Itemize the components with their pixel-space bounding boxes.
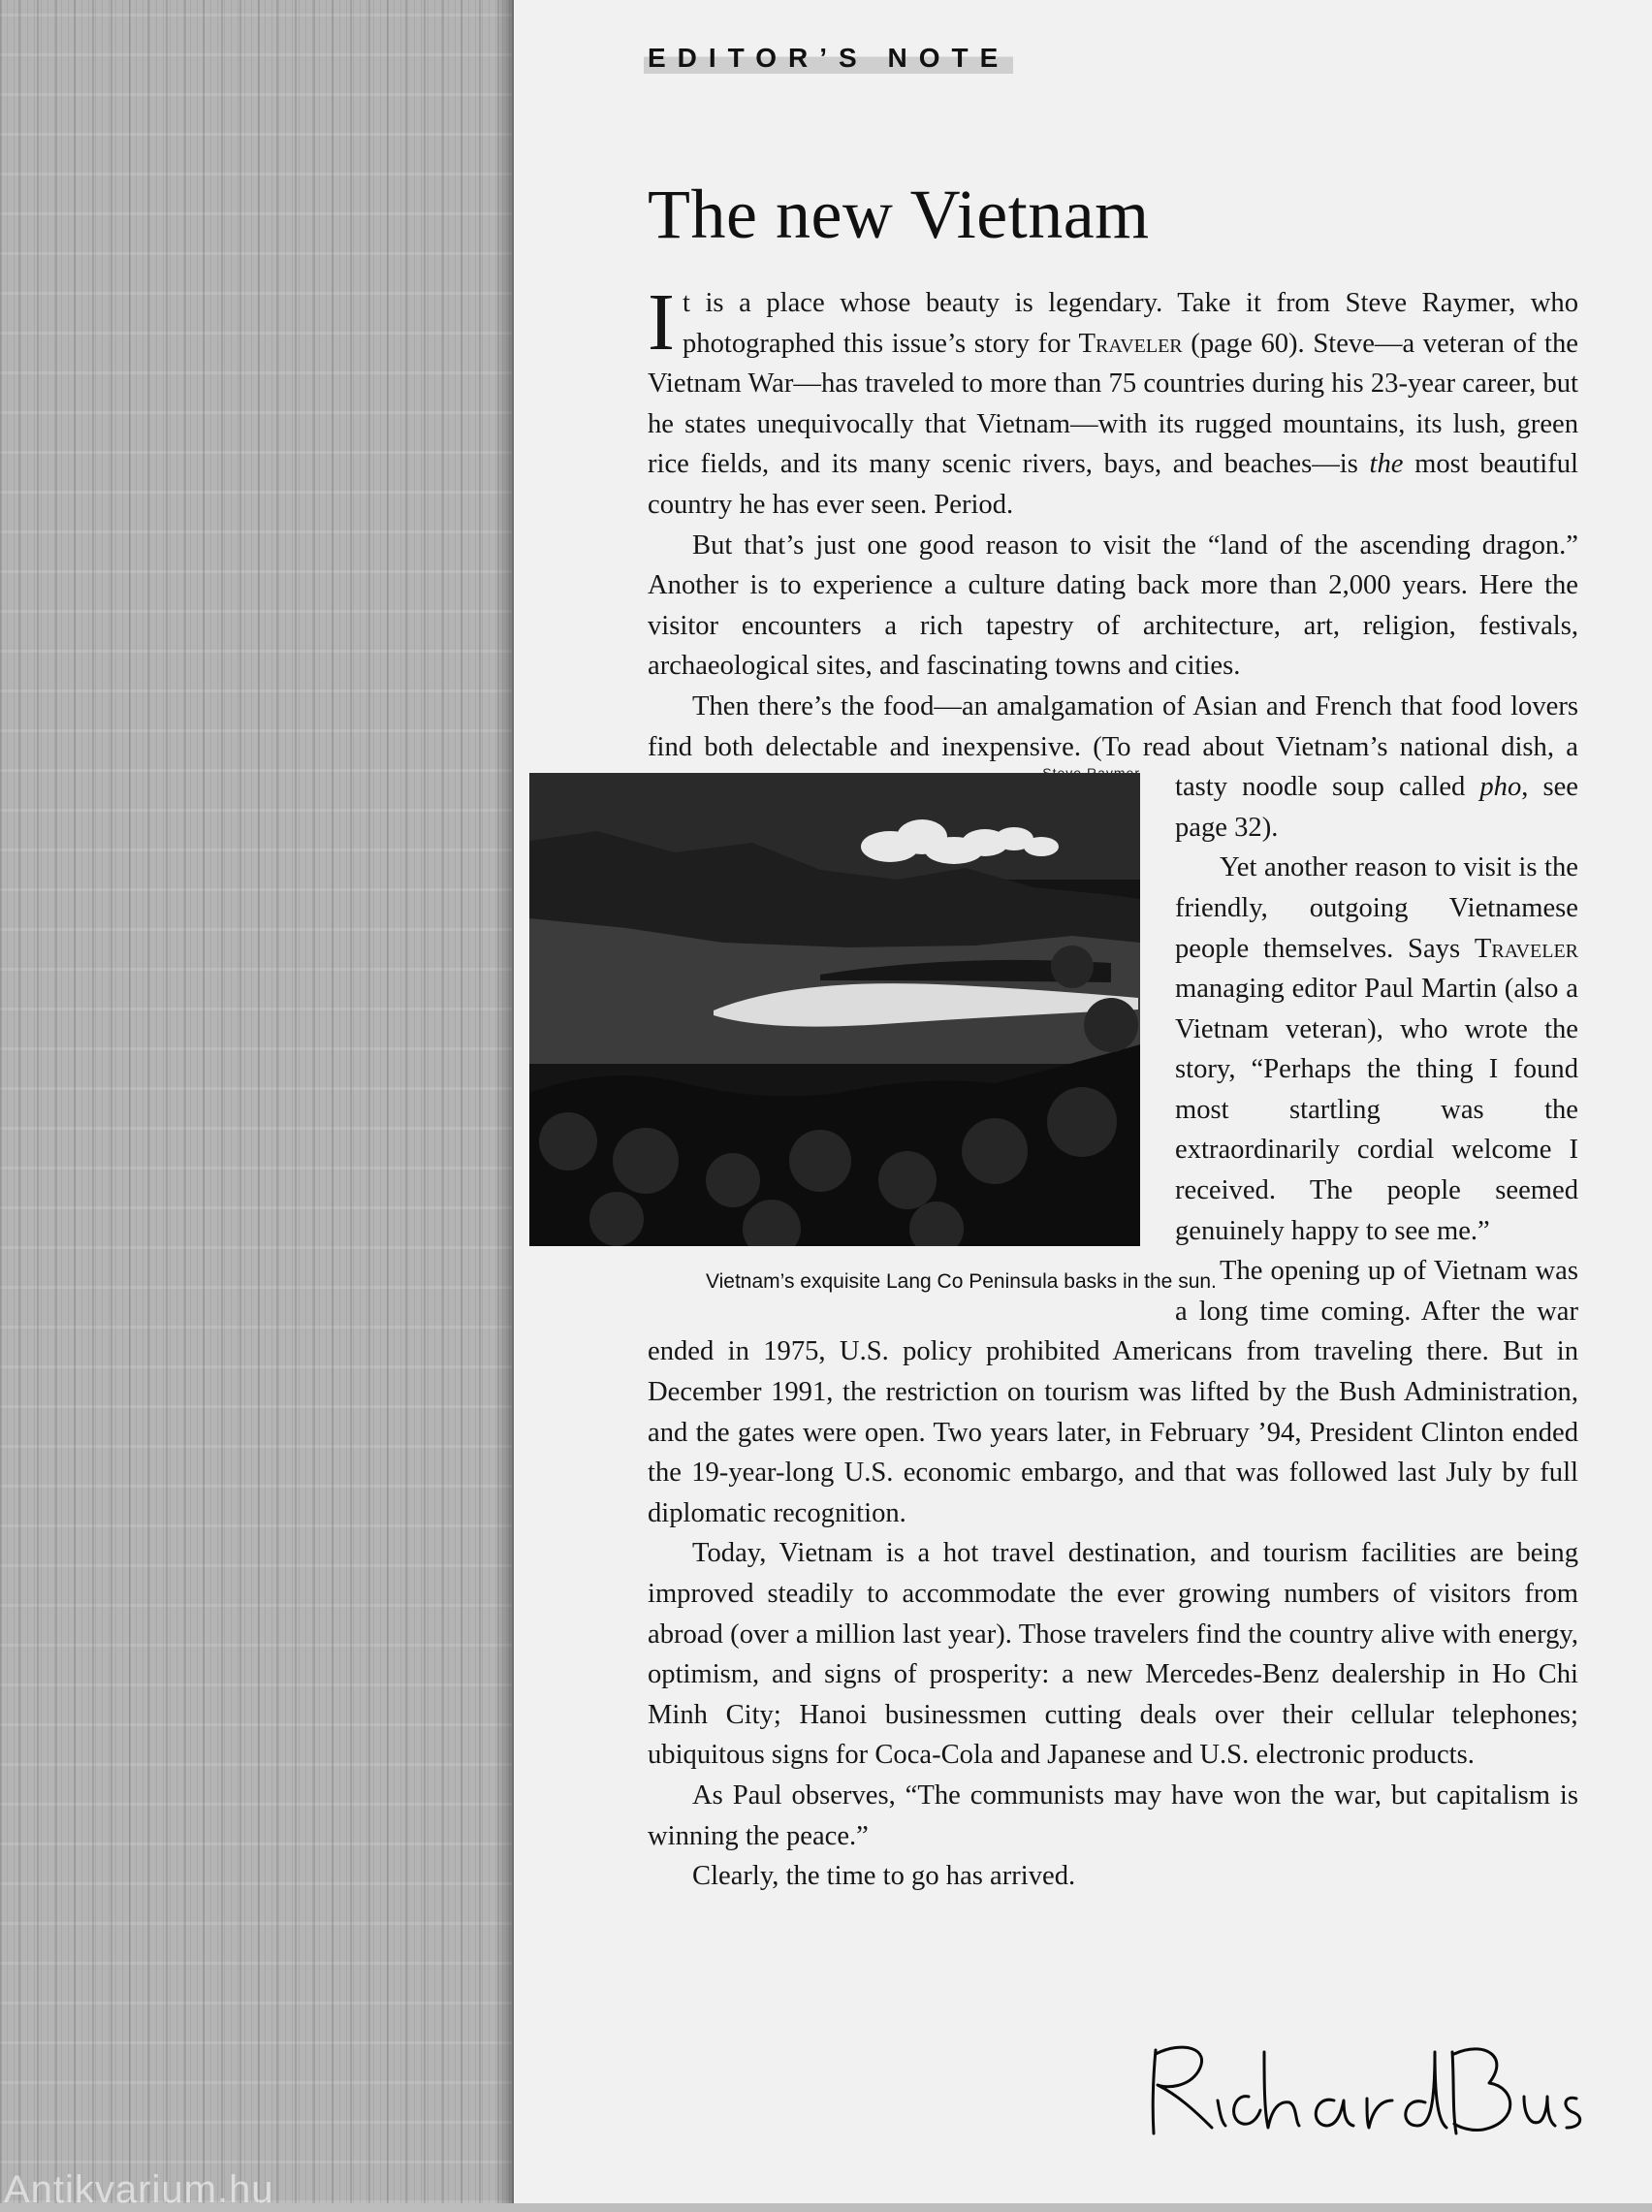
paragraph-3: Then there’s the food—an amalgamation of Asian and French that food lovers find both delectable and inexpensive. (To read about Vietnam’s national dish, a tasty noodle soup called Vietnam’s exquisite Lang Co Peninsula basks in the sun. pho, see page 32). bbox=[648, 687, 1578, 848]
landscape-image bbox=[529, 773, 1140, 1246]
article-title: The new Vietnam bbox=[648, 176, 1150, 253]
magazine-name: Traveler bbox=[1474, 933, 1578, 964]
photo-caption: Vietnam’s exquisite Lang Co Peninsula basks in the sun. bbox=[706, 1270, 1217, 1294]
signature bbox=[1144, 2033, 1590, 2154]
paragraph-6: Today, Vietnam is a hot travel destination, and tourism facilities are being improved steadily to accommodate the ever growing numbers of visitors from abroad (over a million last year). Those travelers find the country alive with energy, optimism, and signs of prosperity: a new Mercedes-Benz dealership in Ho Chi Minh City; Hanoi businessmen cutting deals over their cellular telephones; ubiquitous signs for Coca-Cola and Japanese and U.S. electronic products. bbox=[648, 1538, 1578, 1771]
watermark: Antikvarium.hu bbox=[4, 2168, 274, 2211]
section-header: EDITOR’S NOTE bbox=[644, 43, 1013, 74]
paragraph-7: As Paul observes, “The communists may have won the war, but capitalism is winning the peace.” bbox=[648, 1779, 1578, 1851]
drop-cap: I bbox=[648, 277, 675, 368]
paragraph-2: But that’s just one good reason to visit the “land of the ascending dragon.” Another is to experience a culture dating back more than 2,000 years. Here the visitor encounters a rich tapestry of architecture, art, religion, festivals, archaeological sites, and fascinating towns and cities. bbox=[648, 529, 1578, 682]
magazine-name: Traveler bbox=[1078, 328, 1183, 359]
signature-drawing bbox=[1144, 2033, 1590, 2149]
paragraph-4: Yet another reason to visit is the friendly, outgoing Vietnamese people themselves. Says Traveler managing editor Paul Martin (also a Vietnam veteran), who wrote the story, “Perhaps the thing I found most startling was the extraordinarily cordial welcome I received. The people seemed genuinely happy to see me.” bbox=[1175, 852, 1578, 1246]
paragraph-8: Clearly, the time to go has arrived. bbox=[692, 1861, 1076, 1892]
paragraph-5: The opening up of Vietnam was a long time coming. After the war ended in 1975, U.S. policy prohibited Americans from traveling there. But in December 1991, the restriction on tourism was lifted by the Bush Administration, and the gates were open. Two years later, in February ’94, President Clinton ended the 19-year-long U.S. economic embargo, and that was followed last July by full diplomatic recognition. bbox=[648, 1256, 1578, 1528]
article-body bbox=[648, 277, 1578, 1897]
paragraph-1: It is a place whose beauty is legendary. Take it from Steve Raymer, who photographed this issue’s story for Traveler (page 60). Steve—a veteran of the Vietnam War—has traveled to more than 75 countries during his 23-year career, but he states unequivocally that Vietnam—with its rugged mountains, its lush, green rice fields, and its many scenic rivers, bays, and beaches—is the most beautiful country he has ever seen. Period. bbox=[648, 277, 1578, 520]
lang-co-photo bbox=[529, 773, 1140, 1246]
wood-background bbox=[0, 0, 514, 2203]
